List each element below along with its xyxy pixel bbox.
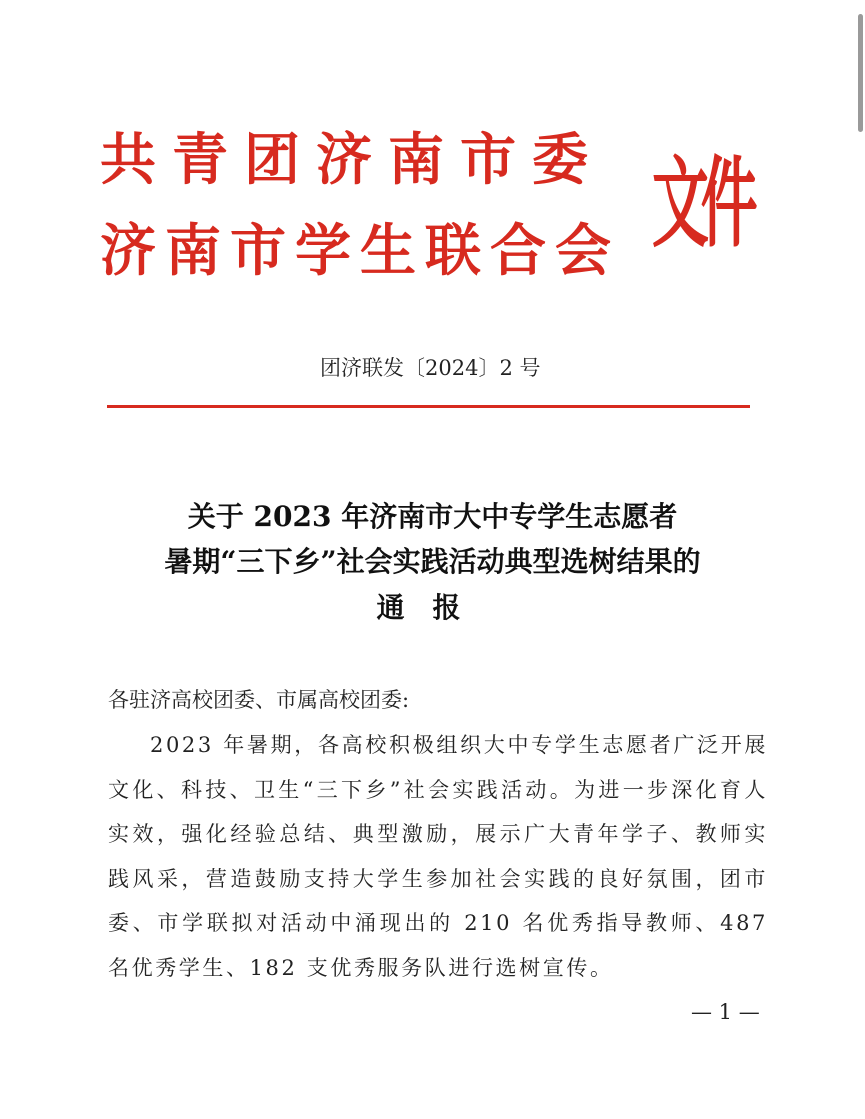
red-divider <box>107 405 750 408</box>
salutation: 各驻济高校团委、市属高校团委: <box>108 688 410 712</box>
title-line-2: 暑期“三下乡”社会实践活动典型选树结果的 <box>164 545 701 578</box>
body-paragraph: 2023 年暑期，各高校积极组织大中专学生志愿者广泛开展文化、科技、卫生“三下乡”社会实践活动。为进一步深化育人实效，强化经验总结、典型激励，展示广大青年学子、教师实践风采，营造鼓励支持大学生参加社会实践的良好氛围，团市委、市学联拟对活动中涌现出的 210 名优秀指导教师、487 名优秀学生、182 支优秀服务队进行选树宣传。 <box>108 733 768 980</box>
vertical-scrollbar[interactable] <box>858 14 863 132</box>
document-number: 团济联发〔2024〕2 号 <box>320 356 541 380</box>
page-number: — 1 — <box>691 1000 760 1024</box>
issuer-line-1: 共青团济南市委 <box>100 128 604 193</box>
issuer-line-2: 济南市学生联合会 <box>100 219 620 284</box>
title-line-1: 关于 2023 年济南市大中专学生志愿者 <box>187 500 678 533</box>
document-word: 文件 <box>652 147 750 261</box>
title-line-3: 通报 <box>376 591 489 624</box>
